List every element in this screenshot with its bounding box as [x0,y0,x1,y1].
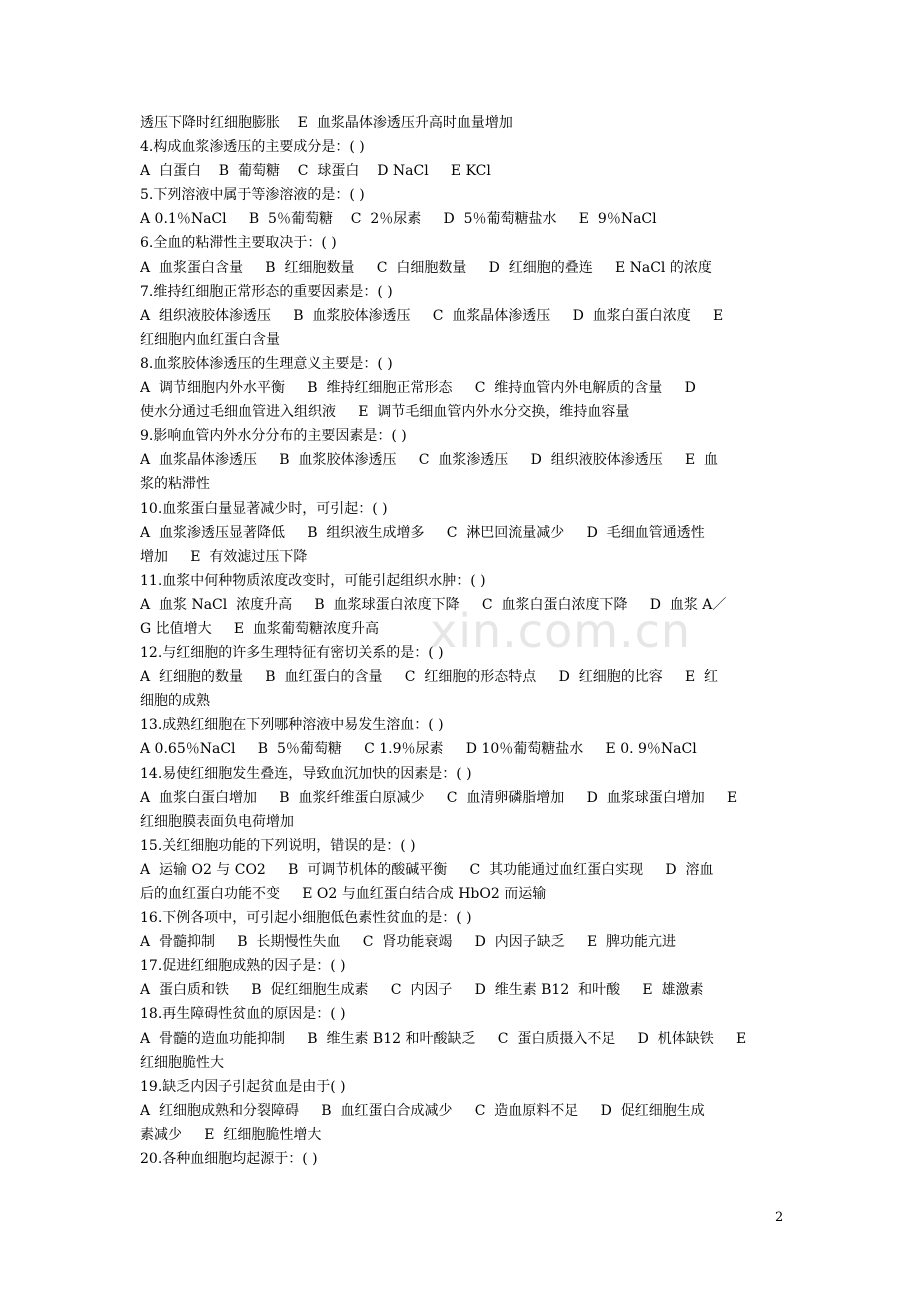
text-line: 6.全血的粘滞性主要取决于：( ) [140,235,337,252]
text-line: A 0.65％NaCl B 5％葡萄糖 C 1.9％尿素 D 10％葡萄糖盐水 E 0. 9％NaCl [140,741,697,758]
text-line: 红细胞膜表面负电荷增加 [140,813,294,830]
text-line: 5.下列溶液中属于等渗溶液的是：( ) [140,187,365,204]
text-line: G 比值增大 E 血浆葡萄糖浓度升高 [140,620,380,637]
text-line: 18.再生障碍性贫血的原因是：( ) [140,1006,346,1023]
text-line: A 组织液胶体渗透压 B 血浆胶体渗透压 C 血浆晶体渗透压 D 血浆白蛋白浓度 E [140,307,724,324]
text-line: 7.维持红细胞正常形态的重要因素是：( ) [140,283,393,300]
text-line: A 白蛋白 B 葡萄糖 C 球蛋白 D NaCl E KCl [140,163,491,180]
text-line: 16.下例各项中，可引起小细胞低色素性贫血的是：( ) [140,910,472,927]
text-line: 10.血浆蛋白量显著减少时，可引起：( ) [140,500,388,517]
text-line: 后的血红蛋白功能不变 E O2 与血红蛋白结合成 HbO2 而运输 [140,886,547,902]
page-number: 2 [775,1210,784,1225]
text-line: 细胞的成熟 [140,693,210,710]
text-line: A 蛋白质和铁 B 促红细胞生成素 C 内因子 D 维生素 B12 和叶酸 E 雄激素 [140,982,704,999]
text-line: 4.构成血浆渗透压的主要成分是：( ) [140,139,365,156]
text-line: A 运输 O2 与 CO2 B 可调节机体的酸碱平衡 C 其功能通过血红蛋白实现 D 溶血 [140,861,714,878]
text-line: 17.促进红细胞成熟的因子是：( ) [140,958,346,975]
text-line: A 血浆晶体渗透压 B 血浆胶体渗透压 C 血浆渗透压 D 组织液胶体渗透压 E 血 [140,452,719,469]
text-line: 20.各种血细胞均起源于：( ) [140,1151,318,1168]
text-line: 浆的粘滞性 [140,476,210,493]
text-line: 13.成熟红细胞在下列哪种溶液中易发生溶血：( ) [140,717,444,734]
text-line: 使水分通过毛细血管进入组织液 E 调节毛细血管内外水分交换，维持血容量 [140,404,630,421]
text-line: A 血浆 NaCl 浓度升高 B 血浆球蛋白浓度下降 C 血浆白蛋白浓度下降 D 血浆 A／ [140,596,727,613]
watermark-text: xin.com.cn [430,604,692,658]
text-line: 19.缺乏内因子引起贫血是由于( ) [140,1078,346,1095]
text-line: A 血浆蛋白含量 B 红细胞数量 C 白细胞数量 D 红细胞的叠连 E NaCl 的浓度 [140,259,712,276]
text-line: 15.关红细胞功能的下列说明，错误的是：( ) [140,837,416,854]
text-line: A 红细胞成熟和分裂障碍 B 血红蛋白合成减少 C 造血原料不足 D 促红细胞生成 [140,1102,705,1119]
document-body [140,111,790,1171]
text-line: 红细胞脆性大 [140,1054,224,1071]
text-line: 14.易使红细胞发生叠连，导致血沉加快的因素是：( ) [140,765,472,782]
text-line: A 调节细胞内外水平衡 B 维持红细胞正常形态 C 维持血管内外电解质的含量 D [140,380,696,397]
text-line: A 红细胞的数量 B 血红蛋白的含量 C 红细胞的形态特点 D 红细胞的比容 E 红 [140,669,719,686]
text-line: A 血浆渗透压显著降低 B 组织液生成增多 C 淋巴回流量减少 D 毛细血管通透性 [140,524,705,541]
text-line: 12.与红细胞的许多生理特征有密切关系的是：( ) [140,645,444,662]
text-line: A 骨髓的造血功能抑制 B 维生素 B12 和叶酸缺乏 C 蛋白质摄入不足 D 机体缺铁 E [140,1030,747,1047]
text-line: 素减少 E 红细胞脆性增大 [140,1126,322,1143]
text-line: A 骨髓抑制 B 长期慢性失血 C 肾功能衰竭 D 内因子缺乏 E 脾功能亢进 [140,934,677,951]
text-line: A 0.1％NaCl B 5％葡萄糖 C 2％尿素 D 5％葡萄糖盐水 E 9％NaCl [140,211,657,228]
text-line: 8.血浆胶体渗透压的生理意义主要是：( ) [140,355,393,372]
text-line: A 血浆白蛋白增加 B 血浆纤维蛋白原减少 C 血清卵磷脂增加 D 血浆球蛋白增加 E [140,789,738,806]
text-line: 增加 E 有效滤过压下降 [140,548,308,565]
text-line: 透压下降时红细胞膨胀 E 血浆晶体渗透压升高时血量增加 [140,115,513,131]
text-line: 红细胞内血红蛋白含量 [140,331,280,348]
text-line: 11.血浆中何种物质浓度改变时，可能引起组织水肿：( ) [140,572,486,589]
text-line: 9.影响血管内外水分分布的主要因素是：( ) [140,428,407,445]
